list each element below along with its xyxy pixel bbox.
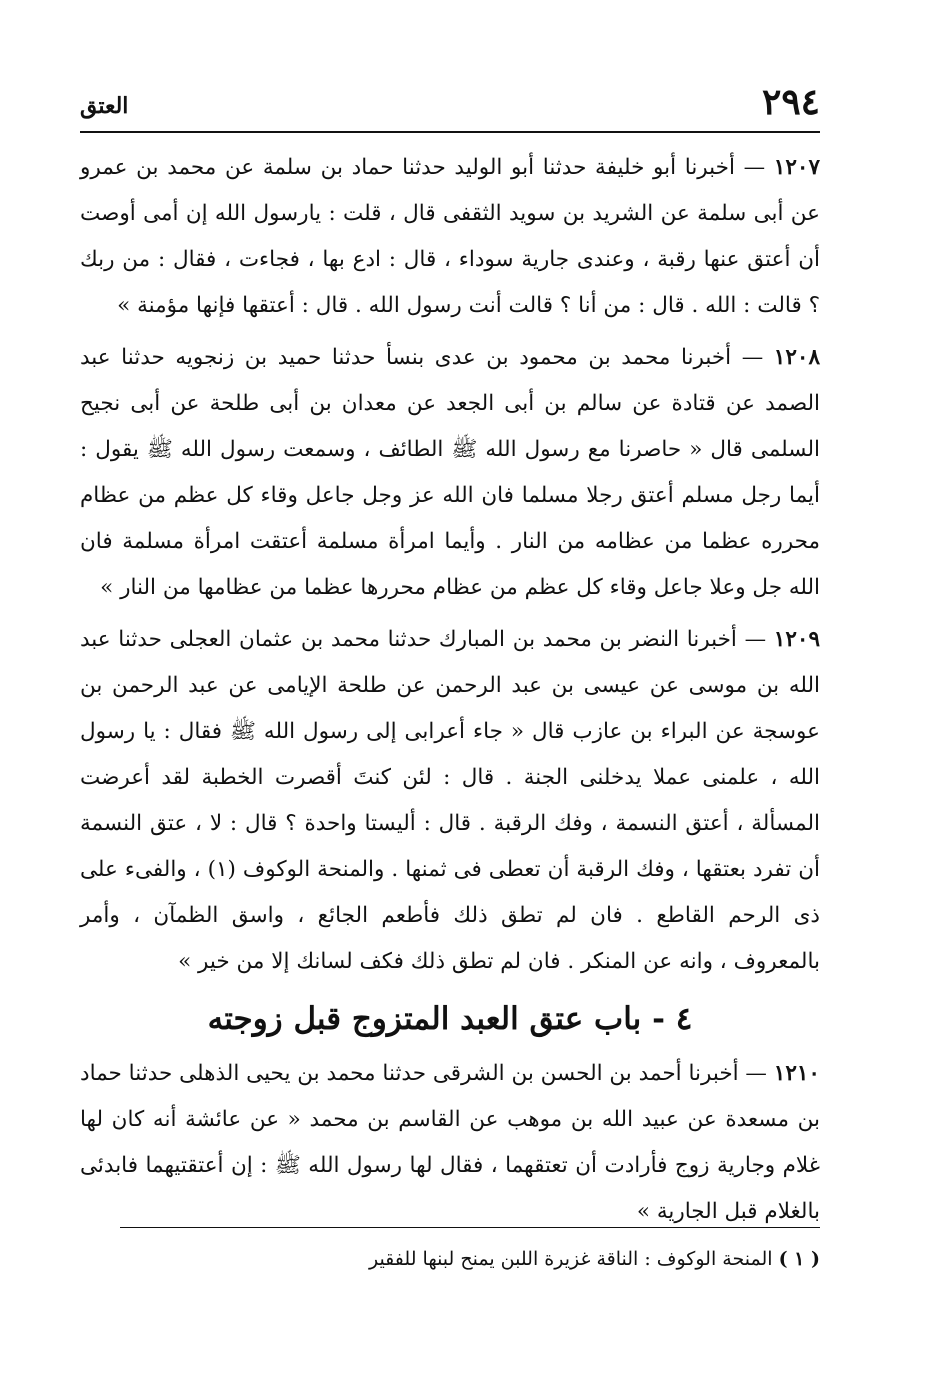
hadith-paragraph <box>80 145 820 329</box>
dash: — <box>736 627 767 652</box>
hadith-paragraph <box>80 617 820 985</box>
running-title: العتق <box>80 93 129 119</box>
hadith-text: أخبرنا النضر بن محمد بن المبارك حدثنا محمد بن عثمان العجلى حدثنا عبد الله بن موسى عن عيسى بن عبد الرحمن عن طلحة الإيامى عن عبد الرحمن بن عوسجة عن البراء بن عازب قال « جاء أعرابى إلى رسول الله ﷺ فقال : يا رسول الله ، علمنى عملا يدخلنى الجنة . قال : لئن كنتَ أقصرت الخطبة لقد أعرضت المسألة ، أعتق النسمة ، وفك الرقبة . قال : أليستا واحدة ؟ قال : لا ، عتق النسمة أن تفرد بعتقها ، وفك الرقبة أن تعطى فى ثمنها . والمنحة الوكوف (١) ، والفىء على ذى الرحم القاطع . فان لم تطق ذلك فأطعم الجائع ، واسق الظمآن ، وأمر بالمعروف ، وانه عن المنكر . فان لم تطق ذلك فكف لسانك إلا من خير » <box>80 627 820 974</box>
hadith-text: أخبرنا أحمد بن الحسن بن الشرقى حدثنا محمد بن يحيى الذهلى حدثنا حماد بن مسعدة عن عبيد الله بن موهب عن القاسم بن محمد « عن عائشة أنه كان لها غلام وجارية زوج فأرادت أن تعتقهما ، فقال لها رسول الله ﷺ : إن أعتقتيهما فابدئى بالغلام قبل الجارية » <box>80 1061 820 1224</box>
footnote-rule <box>120 1227 820 1228</box>
hadith-paragraph <box>80 335 820 611</box>
dash: — <box>738 1061 767 1086</box>
footnote <box>120 1243 820 1275</box>
page-number: ٢٩٤ <box>761 81 820 123</box>
footnote-marker: ( ١ ) <box>778 1248 820 1270</box>
chapter-heading: ٤ - باب عتق العبد المتزوج قبل زوجته <box>207 1001 693 1037</box>
hadith-number: ١٢١٠ <box>773 1061 820 1086</box>
page-header <box>80 82 820 122</box>
dash: — <box>731 345 764 370</box>
hadith-text: أخبرنا أبو خليفة حدثنا أبو الوليد حدثنا حماد بن سلمة عن محمد بن عمرو عن أبى سلمة عن الشريد بن سويد الثقفى قال ، قلت : يارسول الله إن أمى أوصت أن أعتق عنها رقبة ، وعندى جارية سوداء ، قال : ادع بها ، فجاءت ، فقال : من ربك ؟ قالت : الله . قال : من أنا ؟ قالت أنت رسول الله . قال : أعتقها فإنها مؤمنة » <box>80 155 820 318</box>
dash: — <box>734 155 766 180</box>
header-rule <box>80 131 820 133</box>
page-body <box>80 145 820 1235</box>
hadith-text: أخبرنا محمد بن محمود بن عدى بنسأ حدثنا حميد بن زنجويه حدثنا عبد الصمد عن قتادة عن سالم بن أبى الجعد عن معدان بن أبى طلحة عن أبى نجيح السلمى قال « حاصرنا مع رسول الله ﷺ الطائف ، وسمعت رسول الله ﷺ يقول : أيما رجل مسلم أعتق رجلا مسلما فان الله عز وجل جاعل وقاء كل عظم من عظام محرره عظما من عظامه من النار . وأيما امرأة مسلمة أعتقت امرأة مسلمة فان الله جل وعلا جاعل وقاء كل عظم من عظام محررها عظما من عظامها من النار » <box>80 345 820 600</box>
hadith-number: ١٢٠٩ <box>773 627 820 652</box>
hadith-paragraph <box>80 1051 820 1235</box>
footnote-text: المنحة الوكوف : الناقة غزيرة اللبن يمنح لبنها للفقير <box>368 1248 773 1270</box>
hadith-number: ١٢٠٨ <box>773 345 820 370</box>
hadith-number: ١٢٠٧ <box>773 155 820 180</box>
